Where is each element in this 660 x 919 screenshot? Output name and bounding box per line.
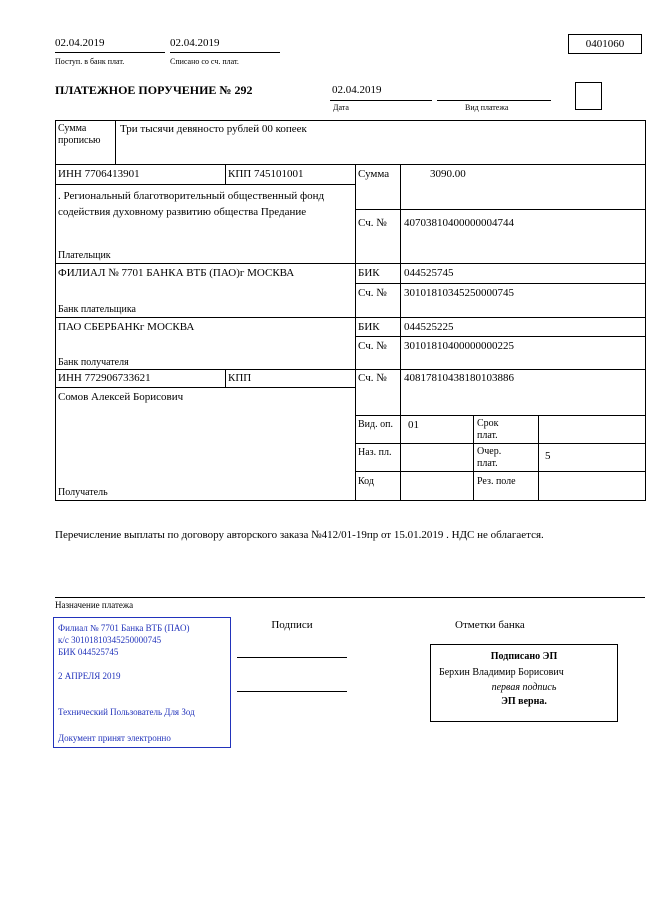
grid-line: [225, 164, 226, 184]
payment-purpose-label: Назначение платежа: [55, 600, 134, 610]
grid-line: [55, 263, 645, 264]
payer-section-label: Плательщик: [58, 250, 111, 261]
payee-section-label: Получатель: [58, 487, 108, 498]
payer-bank-bik-label: БИК: [358, 267, 380, 279]
payer-bank-account: 30101810345250000745: [404, 287, 514, 299]
debited-date: 02.04.2019: [170, 37, 220, 49]
grid-line: [355, 209, 645, 210]
bank-marks-title: Отметки банка: [455, 619, 525, 631]
stamp-corr-account: к/с 30101810345250000745: [58, 635, 162, 645]
grid-line: [55, 120, 645, 121]
payer-account: 40703810400000004744: [404, 217, 514, 229]
ep-valid-text: ЭП верна.: [501, 696, 547, 707]
payer-bank-name: ФИЛИАЛ № 7701 БАНКА ВТБ (ПАО)г МОСКВА: [58, 267, 295, 279]
date-label: Дата: [333, 103, 349, 112]
payee-kpp-label: КПП: [228, 372, 252, 384]
payee-bank-section-label: Банк получателя: [58, 357, 129, 368]
code-label: Код: [358, 476, 374, 487]
grid-line: [225, 369, 226, 387]
payer-name: . Региональный благотворительный общественный фонд содействия духовному развитию общества Предание: [58, 190, 325, 218]
grid-line: [55, 184, 356, 185]
payer-bank-bik: 044525745: [404, 267, 454, 279]
grid-line: [55, 120, 56, 500]
stamp-bank-name: Филиал № 7701 Банка ВТБ (ПАО): [58, 623, 190, 633]
document-date: 02.04.2019: [332, 84, 382, 96]
grid-line: [355, 283, 645, 284]
payment-type-box: [575, 82, 602, 110]
grid-line: [55, 369, 645, 370]
payee-account: 40817810438180103886: [404, 372, 514, 384]
signer-name: Берхин Владимир Борисович: [439, 667, 564, 678]
payee-bank-account-label: Сч. №: [358, 340, 387, 352]
reserve-field-label: Рез. поле: [477, 476, 516, 487]
amount-label: Сумма: [358, 168, 390, 180]
payment-term-label: Срок плат.: [477, 418, 499, 441]
grid-line: [55, 164, 645, 165]
payee-bank-name: ПАО СБЕРБАНКг МОСКВА: [58, 321, 195, 333]
payer-inn: ИНН 7706413901: [58, 168, 140, 180]
payment-purpose-text: Перечисление выплаты по договору авторского заказа №412/01-19пр от 15.01.2019 . НДС не облагается.: [55, 529, 544, 541]
stamp-bik: БИК 044525745: [58, 647, 119, 657]
grid-line: [55, 52, 165, 53]
grid-line: [355, 336, 645, 337]
signed-ep-title: Подписано ЭП: [490, 651, 558, 662]
grid-line: [115, 120, 116, 164]
payee-bank-bik-label: БИК: [358, 321, 380, 333]
signatures-title: Подписи: [271, 619, 313, 631]
signature-line: [237, 691, 347, 692]
grid-line: [473, 415, 474, 500]
payment-order-label: Очер. плат.: [477, 446, 502, 469]
operation-type-label: Вид. оп.: [358, 419, 393, 430]
payment-nature-label: Наз. пл.: [358, 447, 392, 458]
grid-line: [330, 100, 432, 101]
grid-line: [170, 52, 280, 53]
bank-stamp: [53, 617, 231, 748]
signature-line: [237, 657, 347, 658]
grid-line: [400, 164, 401, 500]
document-title: ПЛАТЕЖНОЕ ПОРУЧЕНИЕ № 292: [55, 83, 253, 97]
received-date-label: Поступ. в банк плат.: [55, 57, 125, 66]
payee-bank-account: 30101810400000000225: [404, 340, 514, 352]
payer-account-label: Сч. №: [358, 217, 387, 229]
form-code-box: [568, 34, 642, 54]
grid-line: [355, 471, 645, 472]
grid-line: [355, 415, 645, 416]
amount-in-words-label: Сумма прописью: [58, 123, 101, 146]
grid-line: [645, 120, 646, 501]
payer-bank-section-label: Банк плательщика: [58, 304, 136, 315]
operation-type-value: 01: [408, 419, 419, 431]
signer-role: первая подпись: [491, 682, 557, 693]
grid-line: [355, 443, 645, 444]
payee-name: Сомов Алексей Борисович: [58, 391, 184, 403]
payee-bank-bik: 044525225: [404, 321, 454, 333]
grid-line: [55, 597, 645, 598]
signature-stamp-box: [430, 644, 618, 722]
grid-line: [55, 317, 645, 318]
payer-kpp: КПП 745101001: [228, 168, 304, 180]
debited-date-label: Списано со сч. плат.: [170, 57, 239, 66]
stamp-status: Документ принят электронно: [58, 733, 171, 743]
stamp-operator: Технический Пользователь Для Зод: [58, 707, 195, 717]
grid-line: [538, 415, 539, 500]
received-date: 02.04.2019: [55, 37, 105, 49]
payment-type-label: Вид платежа: [465, 103, 509, 112]
amount-value: 3090.00: [430, 168, 466, 180]
amount-in-words: Три тысячи девяносто рублей 00 копеек: [120, 123, 307, 135]
grid-line: [355, 164, 356, 500]
grid-line: [437, 100, 551, 101]
payee-account-label: Сч. №: [358, 372, 387, 384]
payee-inn: ИНН 772906733621: [58, 372, 151, 384]
payment-order-value: 5: [545, 450, 551, 462]
form-code: 0401060: [585, 38, 625, 50]
grid-line: [55, 387, 356, 388]
payer-bank-account-label: Сч. №: [358, 287, 387, 299]
stamp-date: 2 АПРЕЛЯ 2019: [58, 671, 121, 681]
grid-line: [55, 500, 646, 501]
